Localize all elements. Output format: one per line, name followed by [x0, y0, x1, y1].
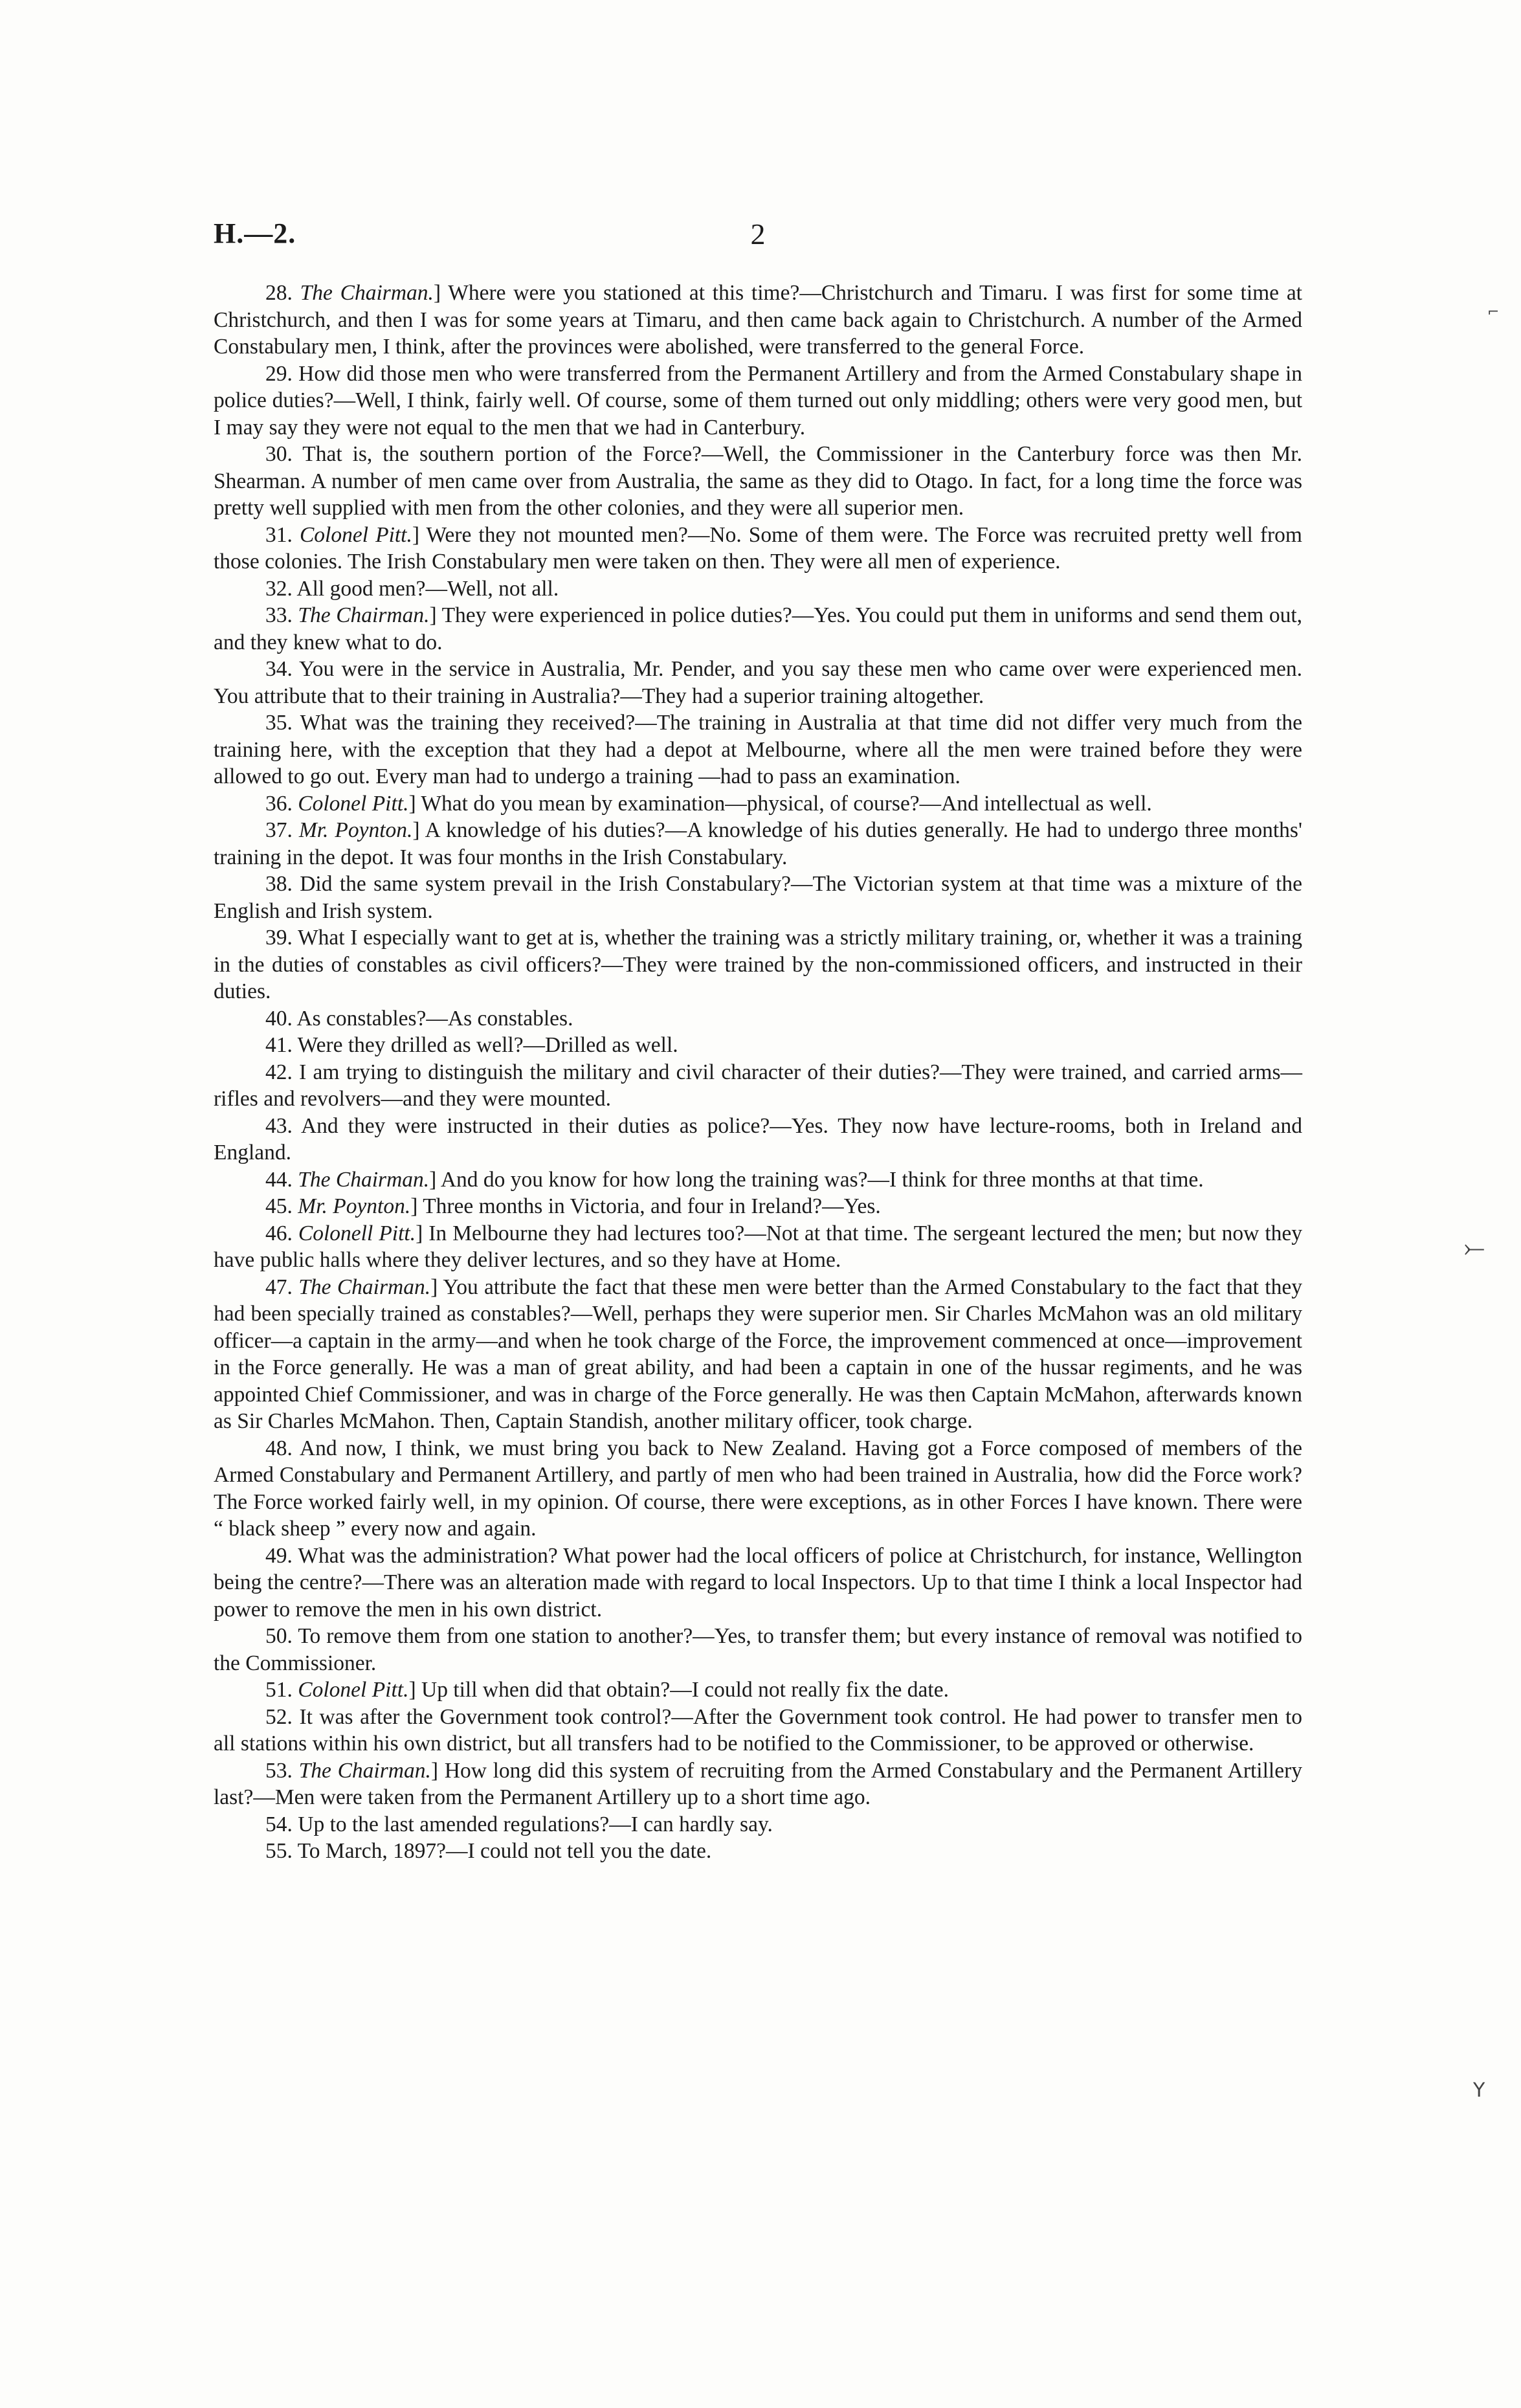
- margin-mark-icon: Y: [1473, 2079, 1485, 2102]
- question-text: Where were you stationed at this time?—Christchurch and Timaru. I was first for some time at Christchurch, and then I was for some years at Timaru, and then came back again to Christchurch. A number of the Armed Constabulary men, I think, after the provinces were abolished, were transferred to the general Force.: [214, 281, 1302, 359]
- question-number: 55.: [265, 1839, 293, 1863]
- question-number: 36.: [265, 791, 293, 816]
- question-48: [214, 1435, 1302, 1543]
- question-50: [214, 1623, 1302, 1677]
- question-34: [214, 656, 1302, 709]
- question-37: 37. Mr. Poynton.] A knowledge of his duties?—A knowledge of his duties generally. He had to undergo three months' training in the depot. It was four months in the Irish Constabulary.: [214, 818, 1303, 869]
- page-number: 2: [750, 217, 766, 251]
- question-text: Three months in Victoria, and four in Ireland?—Yes.: [423, 1194, 881, 1218]
- question-number: 48.: [265, 1436, 293, 1460]
- question-text: What was the training they received?—The training in Australia at that time did not differ very much from the training here, with the exception that they had a depot at Melbourne, where all the men were trained before they were allowed to go out. Every man had to undergo a training —had to pass an examination.: [214, 711, 1302, 788]
- minutes-of-evidence: [214, 280, 1302, 1865]
- question-49: [214, 1543, 1302, 1623]
- question-52: [214, 1704, 1302, 1757]
- question-40: [214, 1005, 1302, 1032]
- speaker-name: Colonel Pitt.: [298, 1678, 409, 1702]
- question-45: 45. Mr. Poynton.] Three months in Victoria, and four in Ireland?—Yes.: [265, 1194, 881, 1218]
- question-text: Up to the last amended regulations?—I can hardly say.: [298, 1812, 773, 1836]
- question-47: 47. The Chairman.] You attribute the fact that these men were better than the Armed Constabulary to the fact that they had been specially trained as constables?—Well, perhaps they were superior men. Sir Charles McMahon was an old military officer—a captain in the army—and when he took charge of the Force, the improvement commenced at once—improvement in the Force generally. He was a man of great ability, and had been a captain in one of the hussar regiments, and he was appointed Chief Commissioner, and was in charge of the Force generally. He was then Captain McMahon, afterwards known as Sir Charles McMahon. Then, Captain Standish, another military officer, took charge.: [214, 1275, 1302, 1433]
- question-text: In Melbourne they had lectures too?—Not at that time. The sergeant lectured the men; but now they have public halls where they deliver lectures, and so they have at Home.: [214, 1221, 1303, 1272]
- question-number: 45.: [265, 1194, 293, 1218]
- speaker-name: The Chairman.: [300, 281, 434, 305]
- question-number: 46.: [265, 1221, 293, 1245]
- question-text: What was the administration? What power had the local officers of police at Christchurch, for instance, Wellington being the centre?—There was an alteration made with regard to local Inspectors. Up to that time I think a local Inspector had power to remove the men in his own district.: [214, 1543, 1302, 1622]
- question-text: To remove them from one station to another?—Yes, to transfer them; but every instance of removal was notified to the Commissioner.: [214, 1624, 1302, 1675]
- question-text: And do you know for how long the training was?—I think for three months at that time.: [440, 1167, 1204, 1192]
- question-number: 28.: [265, 281, 293, 305]
- speaker-name: The Chairman.: [298, 1275, 431, 1299]
- question-number: 37.: [265, 818, 293, 842]
- question-53: 53. The Chairman.] How long did this system of recruiting from the Armed Constabulary and the Permanent Artillery last?—Men were taken from the Permanent Artillery up to a short time ago.: [214, 1758, 1302, 1809]
- question-text: As constables?—As constables.: [296, 1006, 573, 1031]
- question-text: All good men?—Well, not all.: [296, 576, 559, 601]
- question-number: 31.: [265, 522, 293, 547]
- question-number: 29.: [265, 361, 293, 386]
- question-number: 51.: [265, 1678, 293, 1702]
- margin-mark-icon: ⤚: [1464, 1233, 1485, 1263]
- question-text: And now, I think, we must bring you back to New Zealand. Having got a Force composed of members of the Armed Constabulary and Permanent Artillery, and partly of men who had been trained in Australia, how did the Force work? The Force worked fairly well, in my opinion. Of course, there were exceptions, as in other Forces I have known. There were “ black sheep ” every now and again.: [214, 1436, 1302, 1541]
- question-number: 39.: [265, 926, 293, 950]
- question-number: 42.: [265, 1060, 293, 1084]
- question-42: [214, 1059, 1302, 1113]
- question-text: Up till when did that obtain?—I could not really fix the date.: [421, 1678, 949, 1702]
- question-text: Did the same system prevail in the Irish Constabulary?—The Victorian system at that time was a mixture of the English and Irish system.: [214, 872, 1303, 923]
- question-number: 32.: [265, 576, 293, 601]
- question-number: 49.: [265, 1543, 293, 1568]
- question-51: 51. Colonel Pitt.] Up till when did that obtain?—I could not really fix the date.: [265, 1678, 949, 1702]
- question-text: What I especially want to get at is, whether the training was a strictly military training, or, whether it was a training in the duties of constables as civil officers?—They were trained by the non-commissioned officers, and instructed in their duties.: [214, 926, 1302, 1003]
- page-header: [214, 217, 1302, 262]
- question-text: Were they not mounted men?—No. Some of them were. The Force was recruited pretty well from those colonies. The Irish Constabulary men were taken on then. They were all men of experience.: [214, 522, 1302, 574]
- question-number: 43.: [265, 1113, 293, 1138]
- question-44: 44. The Chairman.] And do you know for how long the training was?—I think for three months at that time.: [265, 1167, 1204, 1192]
- question-number: 35.: [265, 711, 293, 735]
- question-35: [214, 709, 1302, 790]
- speaker-name: Colonel Pitt.: [298, 791, 409, 816]
- question-text: You attribute the fact that these men were better than the Armed Constabulary to the fact that they had been specially trained as constables?—Well, perhaps they were superior men. Sir Charles McMahon was an old military officer—a captain in the army—and when he took charge of the Force, the improvement commenced at once—improvement in the Force generally. He was a man of great ability, and had been a captain in one of the hussar regiments, and he was appointed Chief Commissioner, and was in charge of the Force generally. He was then Captain McMahon, afterwards known as Sir Charles McMahon. Then, Captain Standish, another military officer, took charge.: [214, 1275, 1302, 1433]
- question-number: 34.: [265, 657, 293, 681]
- question-41: [214, 1032, 1302, 1059]
- question-text: You were in the service in Australia, Mr. Pender, and you say these men who came over were experienced men. You attribute that to their training in Australia?—They had a superior training altogether.: [214, 657, 1302, 708]
- question-number: 54.: [265, 1812, 293, 1836]
- question-28: 28. The Chairman.] Where were you stationed at this time?—Christchurch and Timaru. I was first for some time at Christchurch, and then I was for some years at Timaru, and then came back again to Christchurch. A number of the Armed Constabulary men, I think, after the provinces were abolished, were transferred to the general Force.: [214, 281, 1302, 359]
- question-text: How long did this system of recruiting from the Armed Constabulary and the Permanent Artillery last?—Men were taken from the Permanent Artillery up to a short time ago.: [214, 1758, 1302, 1809]
- question-number: 50.: [265, 1624, 293, 1648]
- speaker-name: The Chairman.: [298, 1758, 431, 1783]
- question-38: [214, 871, 1302, 924]
- question-31: 31. Colonel Pitt.] Were they not mounted men?—No. Some of them were. The Force was recruited pretty well from those colonies. The Irish Constabulary men were taken on then. They were all men of experience.: [214, 522, 1302, 574]
- question-number: 33.: [265, 603, 293, 627]
- question-number: 47.: [265, 1275, 293, 1299]
- question-text: Were they drilled as well?—Drilled as well.: [297, 1033, 678, 1057]
- question-55: [214, 1838, 1302, 1865]
- question-text: I am trying to distinguish the military and civil character of their duties?—They were trained, and carried arms—rifles and revolvers—and they were mounted.: [214, 1060, 1303, 1111]
- question-46: 46. Colonell Pitt.] In Melbourne they had lectures too?—Not at that time. The sergeant lectured the men; but now they have public halls where they deliver lectures, and so they have at Home.: [214, 1221, 1303, 1272]
- question-number: 38.: [265, 872, 293, 896]
- speaker-name: The Chairman.: [298, 1167, 430, 1192]
- speaker-name: Colonell Pitt.: [298, 1221, 416, 1245]
- question-text: It was after the Government took control?—After the Government took control. He had power to transfer men to all stations within his own district, but all transfers had to be notified to the Commissioner, to be approved or otherwise.: [214, 1704, 1303, 1756]
- question-33: 33. The Chairman.] They were experienced in police duties?—Yes. You could put them in uniforms and send them out, and they knew what to do.: [214, 603, 1303, 654]
- question-30: [214, 441, 1302, 522]
- question-36: 36. Colonel Pitt.] What do you mean by examination—physical, of course?—And intellectual as well.: [265, 791, 1152, 816]
- question-29: [214, 361, 1302, 441]
- speaker-name: Mr. Poynton.: [298, 818, 413, 842]
- speaker-name: Colonel Pitt.: [299, 522, 412, 547]
- document-code: H.—2.: [214, 217, 296, 249]
- question-number: 41.: [265, 1033, 293, 1057]
- question-text: They were experienced in police duties?—Yes. You could put them in uniforms and send them out, and they knew what to do.: [214, 603, 1303, 654]
- question-text: That is, the southern portion of the Force?—Well, the Commissioner in the Canterbury force was then Mr. Shearman. A number of men came over from Australia, the same as they did to Otago. In fact, for a long time the force was pretty well supplied with men from the other colonies, and they were all superior men.: [214, 442, 1302, 520]
- question-text: To March, 1897?—I could not tell you the date.: [297, 1839, 712, 1863]
- question-number: 30.: [265, 442, 293, 466]
- question-text: A knowledge of his duties?—A knowledge of his duties generally. He had to undergo three months' training in the depot. It was four months in the Irish Constabulary.: [214, 818, 1303, 869]
- speaker-name: Mr. Poynton.: [298, 1194, 411, 1218]
- question-43: [214, 1113, 1302, 1166]
- question-text: How did those men who were transferred from the Permanent Artillery and from the Armed Constabulary shape in police duties?—Well, I think, fairly well. Of course, some of them turned out only middling; others were very good men, but I may say they were not equal to the men that we had in Canterbury.: [214, 361, 1303, 440]
- question-number: 44.: [265, 1167, 293, 1192]
- question-number: 53.: [265, 1758, 293, 1783]
- question-number: 40.: [265, 1006, 293, 1031]
- margin-mark-icon: ⌐: [1487, 304, 1500, 320]
- question-text: And they were instructed in their duties as police?—Yes. They now have lecture-rooms, both in Ireland and England.: [214, 1113, 1302, 1165]
- question-number: 52.: [265, 1704, 293, 1729]
- question-32: [214, 575, 1302, 603]
- speaker-name: The Chairman.: [298, 603, 430, 627]
- question-54: [214, 1811, 1302, 1838]
- question-text: What do you mean by examination—physical, of course?—And intellectual as well.: [421, 791, 1152, 816]
- question-39: [214, 924, 1302, 1005]
